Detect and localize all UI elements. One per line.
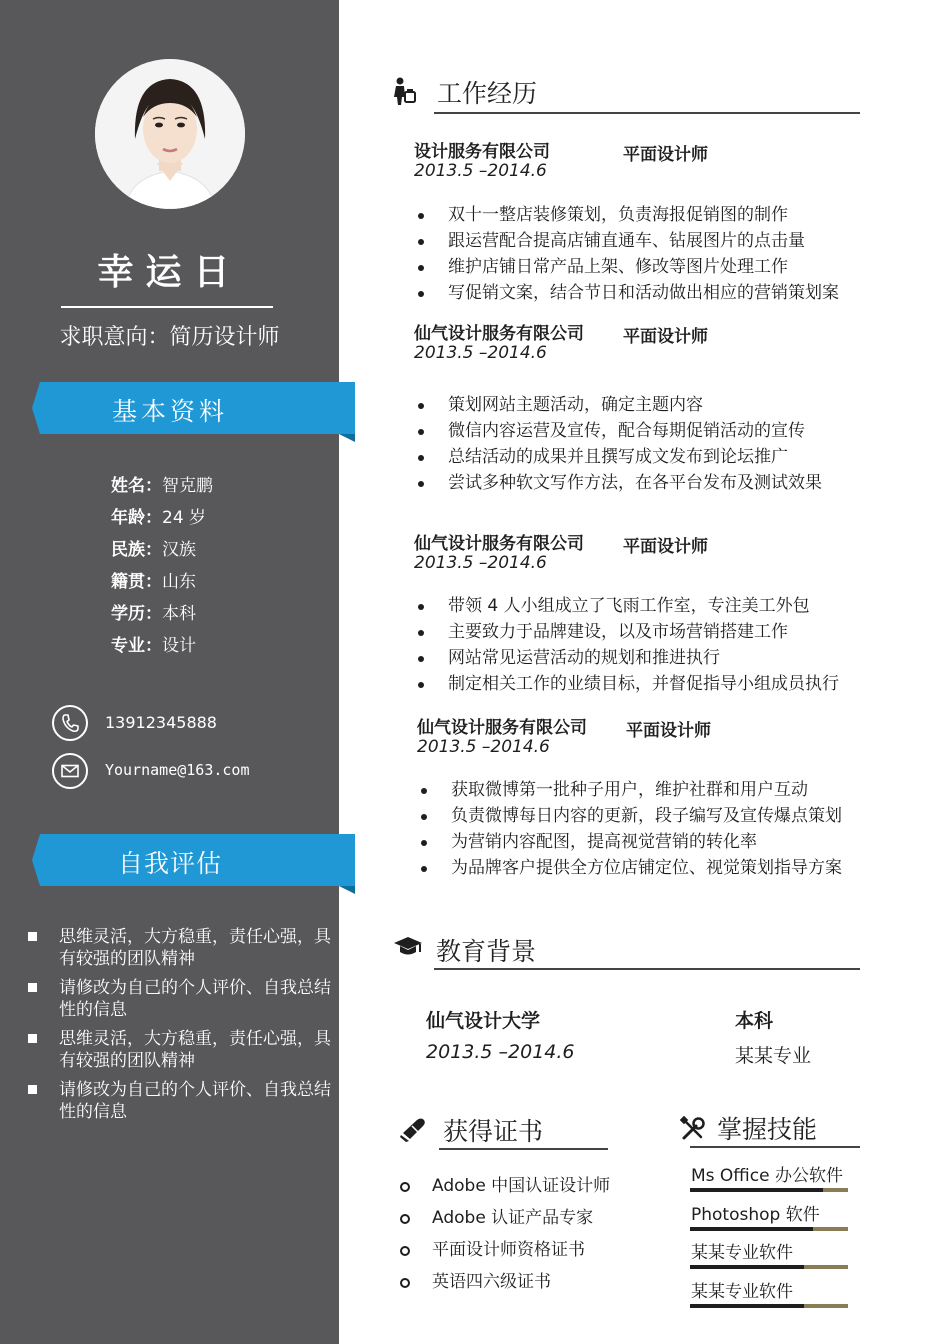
email-address[interactable]: Yourname@163.com xyxy=(105,761,250,779)
certificate-item: Adobe 中国认证设计师 xyxy=(399,1173,610,1205)
name-divider xyxy=(61,306,273,308)
info-key: 专业 xyxy=(111,636,145,656)
banner-fold xyxy=(339,886,355,894)
square-bullet-icon xyxy=(28,1085,37,1094)
job-duty-item: 总结活动的成果并且撰写成文发布到论坛推广 xyxy=(414,444,822,470)
skill-name: 某某专业软件 xyxy=(691,1243,793,1263)
section-divider xyxy=(690,1146,860,1148)
info-value: 山东 xyxy=(162,572,196,592)
info-value: 汉族 xyxy=(162,540,196,560)
job-duty-item: 主要致力于品牌建设，以及市场营销搭建工作 xyxy=(414,619,839,645)
certificates-section-header xyxy=(399,1110,609,1152)
info-key: 姓名 xyxy=(111,476,145,496)
job-duty-item: 网站常见运营活动的规划和推进执行 xyxy=(414,645,839,671)
basic-info-list xyxy=(111,474,213,666)
skills-section-header xyxy=(680,1110,860,1152)
education-school: 仙气设计大学 xyxy=(426,1010,541,1032)
avatar xyxy=(95,59,245,209)
certificate-list xyxy=(399,1173,610,1301)
skill-item xyxy=(690,1238,850,1277)
info-key: 籍贯 xyxy=(111,572,145,592)
job-duty-item: 为品牌客户提供全方位店铺定位、视觉策划指导方案 xyxy=(417,855,842,881)
certificate-item: 英语四六级证书 xyxy=(399,1269,610,1301)
graduation-cap-icon xyxy=(393,936,423,958)
certificates-section-title: 获得证书 xyxy=(443,1117,544,1146)
basic-info-title: 基本资料 xyxy=(111,397,228,426)
info-row-age: 年龄：24 岁 xyxy=(111,508,207,528)
job-company: 仙气设计服务有限公司 xyxy=(414,324,584,344)
job-duties xyxy=(414,392,822,496)
skill-item xyxy=(690,1277,850,1316)
job-duty-item: 负责微博每日内容的更新，段子编写及宣传爆点策划 xyxy=(417,803,842,829)
work-section-header xyxy=(390,74,860,116)
certificate-item: Adobe 认证产品专家 xyxy=(399,1205,610,1237)
self-eval-list xyxy=(28,926,334,1130)
skill-list xyxy=(690,1161,850,1315)
job-role: 平面设计师 xyxy=(623,327,708,347)
candidate-name: 幸运日 xyxy=(97,252,242,293)
job-role: 平面设计师 xyxy=(623,145,708,165)
section-divider xyxy=(434,112,860,114)
worker-icon xyxy=(391,77,417,105)
skill-name: 某某专业软件 xyxy=(691,1281,793,1302)
job-duty-item: 带领 4 人小组成立了飞雨工作室，专注美工外包 xyxy=(414,593,839,619)
job-date: 2013.5 –2014.6 xyxy=(414,161,547,181)
job-duties xyxy=(414,202,839,306)
sidebar xyxy=(0,0,339,1344)
phone-icon xyxy=(52,705,88,741)
job-duties xyxy=(417,777,842,881)
skill-item xyxy=(690,1200,850,1239)
job-date: 2013.5 –2014.6 xyxy=(417,737,550,757)
info-key: 年龄 xyxy=(111,508,145,528)
job-company: 仙气设计服务有限公司 xyxy=(417,718,587,738)
info-value: 智克鹏 xyxy=(162,476,213,496)
skill-level-fill xyxy=(690,1188,823,1192)
job-duties xyxy=(414,593,839,697)
section-divider xyxy=(439,1148,608,1150)
job-duty-item: 为营销内容配图，提高视觉营销的转化率 xyxy=(417,829,842,855)
job-duty-item: 微信内容运营及宣传，配合每期促销活动的宣传 xyxy=(414,418,822,444)
self-eval-item: 思维灵活，大方稳重，责任心强，具有较强的团队精神 xyxy=(28,926,334,977)
education-major: 某某专业 xyxy=(735,1045,812,1067)
job-date: 2013.5 –2014.6 xyxy=(414,343,547,363)
info-row-hometown: 籍贯：山东 xyxy=(111,572,196,592)
skill-level-fill xyxy=(690,1265,804,1269)
job-duty-item: 双十一整店装修策划，负责海报促销图的制作 xyxy=(414,202,839,228)
job-company: 设计服务有限公司 xyxy=(414,142,550,162)
info-row-ethnicity: 民族：汉族 xyxy=(111,540,196,560)
banner-fold xyxy=(339,434,355,442)
job-intent: 求职意向：简历设计师 xyxy=(59,325,280,350)
info-value: 24 岁 xyxy=(162,508,207,528)
certificate-item: 平面设计师资格证书 xyxy=(399,1237,610,1269)
info-value: 设计 xyxy=(162,636,196,656)
portrait-photo xyxy=(95,59,245,209)
tools-icon xyxy=(680,1116,706,1142)
skill-level-track xyxy=(690,1227,848,1231)
job-duty-item: 写促销文案，结合节日和活动做出相应的营销策划案 xyxy=(414,280,839,306)
square-bullet-icon xyxy=(28,932,37,941)
job-duty-item: 制定相关工作的业绩目标，并督促指导小组成员执行 xyxy=(414,671,839,697)
education-degree: 本科 xyxy=(735,1010,774,1032)
self-eval-item: 请修改为自己的个人评价、自我总结性的信息 xyxy=(28,977,334,1028)
education-section-title: 教育背景 xyxy=(436,937,537,966)
phone-number[interactable]: 13912345888 xyxy=(105,713,217,732)
skill-level-fill xyxy=(690,1227,813,1231)
skill-level-fill xyxy=(690,1304,804,1308)
email-icon xyxy=(52,753,88,789)
skill-level-track xyxy=(690,1188,848,1192)
skills-section-title: 掌握技能 xyxy=(717,1115,818,1144)
info-row-education: 学历：本科 xyxy=(111,604,196,624)
scroll-certificate-icon xyxy=(399,1117,427,1143)
info-row-major: 专业：设计 xyxy=(111,636,196,656)
info-key: 学历 xyxy=(111,604,145,624)
info-key: 民族 xyxy=(111,540,145,560)
job-date: 2013.5 –2014.6 xyxy=(414,553,547,573)
info-value: 本科 xyxy=(162,604,196,624)
skill-level-track xyxy=(690,1304,848,1308)
education-date: 2013.5 –2014.6 xyxy=(426,1041,575,1063)
skill-name: Ms Office 办公软件 xyxy=(691,1166,843,1186)
job-role: 平面设计师 xyxy=(626,721,711,741)
skill-name: Photoshop 软件 xyxy=(691,1204,820,1225)
education-section-header xyxy=(393,930,860,972)
job-role: 平面设计师 xyxy=(623,537,708,557)
square-bullet-icon xyxy=(28,1034,37,1043)
job-duty-item: 尝试多种软文写作方法，在各平台发布及测试效果 xyxy=(414,470,822,496)
square-bullet-icon xyxy=(28,983,37,992)
section-divider xyxy=(434,968,860,970)
job-duty-item: 获取微博第一批种子用户，维护社群和用户互动 xyxy=(417,777,842,803)
skill-level-track xyxy=(690,1265,848,1269)
self-eval-item: 思维灵活，大方稳重，责任心强，具有较强的团队精神 xyxy=(28,1028,334,1079)
job-company: 仙气设计服务有限公司 xyxy=(414,534,584,554)
info-row-name: 姓名：智克鹏 xyxy=(111,476,213,496)
job-duty-item: 维护店铺日常产品上架、修改等图片处理工作 xyxy=(414,254,839,280)
job-duty-item: 跟运营配合提高店铺直通车、钻展图片的点击量 xyxy=(414,228,839,254)
self-eval-title: 自我评估 xyxy=(117,849,222,878)
work-section-title: 工作经历 xyxy=(437,79,538,108)
skill-item xyxy=(690,1161,850,1200)
basic-info-banner xyxy=(32,382,355,440)
self-eval-banner xyxy=(32,834,355,892)
self-eval-item: 请修改为自己的个人评价、自我总结性的信息 xyxy=(28,1079,334,1130)
job-duty-item: 策划网站主题活动，确定主题内容 xyxy=(414,392,822,418)
